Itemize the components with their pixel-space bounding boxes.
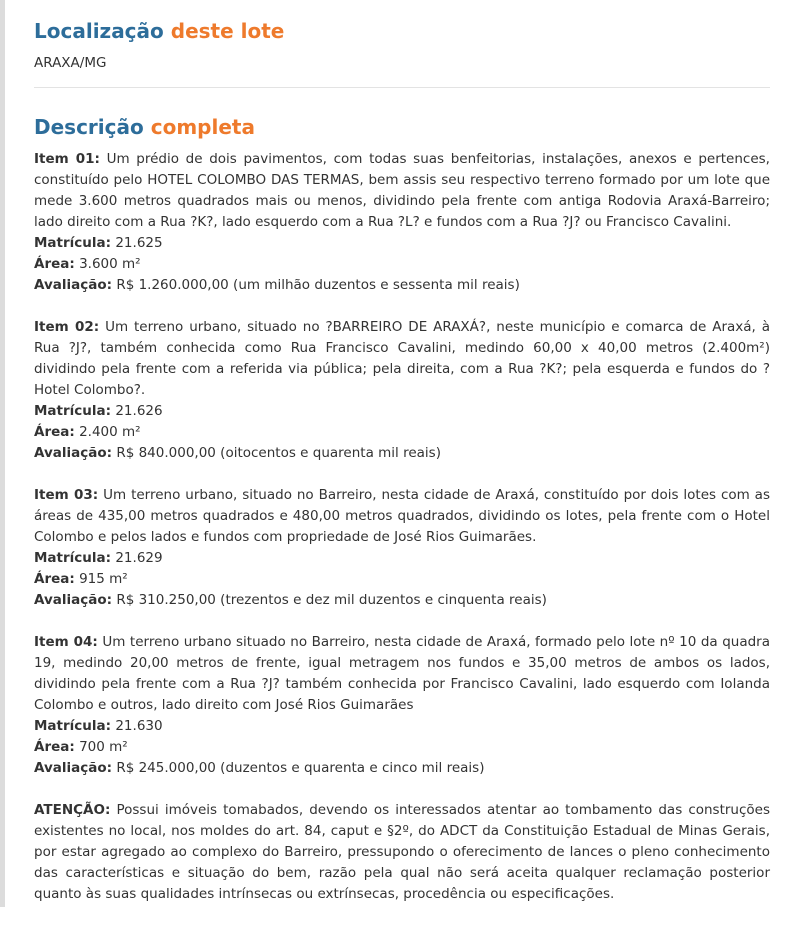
matricula-value: 21.629 [115, 550, 163, 566]
avaliacao-label: Avaliação: [34, 277, 113, 293]
description-body [34, 149, 770, 926]
item-avaliacao [34, 758, 770, 779]
matricula-label: Matrícula: [34, 718, 112, 734]
area-value: 915 m² [79, 571, 128, 587]
matricula-label: Matrícula: [34, 403, 112, 419]
item-block [34, 632, 770, 779]
item-text: Um terreno urbano, situado no ?BARREIRO DE ARAXÁ?, neste município e comarca de Araxá, à Rua ?J?, também conhecida como Rua Francisco Cavalini, medindo 60,00 x 40,00 metros (2.400m²) dividindo pela frente com a referida via pública; pela direita, com a Rua ?K?; pela esquerda e fundos do ?Hotel Colombo?. [34, 319, 770, 398]
item-label: Item 03: [34, 487, 99, 503]
description-heading-part2: completa [150, 115, 255, 139]
notice-block [34, 800, 770, 905]
item-matricula [34, 401, 770, 422]
description-heading-part1: Descrição [34, 115, 144, 139]
item-text: Um prédio de dois pavimentos, com todas suas benfeitorias, instalações, anexos e pertences, constituído pelo HOTEL COLOMBO DAS TERMAS, bem assis seu respectivo terreno formado por um lote que mede 3.600 metros quadrados mais ou menos, dividindo pela frente com antiga Rodovia Araxá-Barreiro; lado direito com a Rua ?K?, lado esquerdo com a Rua ?L? e fundos com a Rua ?J? ou Francisco Cavalini. [34, 151, 770, 230]
item-area [34, 422, 770, 443]
item-area [34, 737, 770, 758]
area-label: Área: [34, 256, 75, 272]
matricula-label: Matrícula: [34, 550, 112, 566]
item-label: Item 04: [34, 634, 98, 650]
matricula-value: 21.626 [115, 403, 163, 419]
area-value: 2.400 m² [79, 424, 141, 440]
item-label: Item 01: [34, 151, 100, 167]
area-label: Área: [34, 424, 75, 440]
item-block [34, 149, 770, 296]
avaliacao-label: Avaliação: [34, 592, 113, 608]
item-text: Um terreno urbano situado no Barreiro, nesta cidade de Araxá, formado pelo lote nº 10 da quadra 19, medindo 20,00 metros de frente, igual metragem nos fundos e 35,00 metros de ambos os lados, dividindo pela frente com a Rua ?J? também conhecida por Francisco Cavalini, lado esquerdo com Iolanda Colombo e outros, lado direito com José Rios Guimarães [34, 634, 770, 713]
item-area [34, 569, 770, 590]
avaliacao-label: Avaliação: [34, 445, 113, 461]
avaliacao-label: Avaliação: [34, 760, 113, 776]
item-matricula [34, 548, 770, 569]
item-description [34, 485, 770, 548]
item-block [34, 317, 770, 464]
item-block [34, 485, 770, 611]
matricula-value: 21.625 [115, 235, 163, 251]
location-heading-part1: Localização [34, 19, 164, 43]
item-description [34, 632, 770, 716]
location-heading-part2: deste lote [170, 19, 285, 43]
notice-body: Possui imóveis tomabados, devendo os interessados atentar ao tombamento das construções existentes no local, nos moldes do art. 84, caput e §2º, do ADCT da Constituição Estadual de Minas Gerais, por estar agregado ao complexo do Barreiro, pressupondo o oferecimento de lances o pleno conhecimento das características e situação do bem, razão pela qual não será aceita qualquer reclamação posterior quanto às suas qualidades intrínsecas ou extrínsecas, procedência ou especificações. [34, 802, 771, 902]
item-matricula [34, 233, 770, 254]
area-label: Área: [34, 571, 75, 587]
avaliacao-value: R$ 245.000,00 (duzentos e quarenta e cinco mil reais) [116, 760, 485, 776]
left-border [0, 0, 5, 907]
avaliacao-value: R$ 310.250,00 (trezentos e dez mil duzentos e cinquenta reais) [116, 592, 547, 608]
location-heading [34, 19, 284, 43]
item-avaliacao [34, 275, 770, 296]
item-description [34, 149, 770, 233]
notice-label: ATENÇÃO: [34, 802, 111, 818]
item-area [34, 254, 770, 275]
matricula-label: Matrícula: [34, 235, 112, 251]
avaliacao-value: R$ 840.000,00 (oitocentos e quarenta mil reais) [116, 445, 441, 461]
item-avaliacao [34, 443, 770, 464]
item-label: Item 02: [34, 319, 100, 335]
matricula-value: 21.630 [115, 718, 163, 734]
area-value: 700 m² [79, 739, 128, 755]
item-avaliacao [34, 590, 770, 611]
item-matricula [34, 716, 770, 737]
avaliacao-value: R$ 1.260.000,00 (um milhão duzentos e sessenta mil reais) [116, 277, 520, 293]
location-value: ARAXA/MG [34, 55, 107, 71]
section-divider [34, 87, 770, 88]
item-text: Um terreno urbano, situado no Barreiro, nesta cidade de Araxá, constituído por dois lotes com as áreas de 435,00 metros quadrados e 480,00 metros quadrados, dividindo os lotes, pela frente com o Hotel Colombo e pelos lados e fundos com propriedade de José Rios Guimarães. [34, 487, 770, 545]
area-value: 3.600 m² [79, 256, 141, 272]
notice-text [34, 800, 770, 905]
description-heading [34, 115, 255, 139]
area-label: Área: [34, 739, 75, 755]
item-description [34, 317, 770, 401]
